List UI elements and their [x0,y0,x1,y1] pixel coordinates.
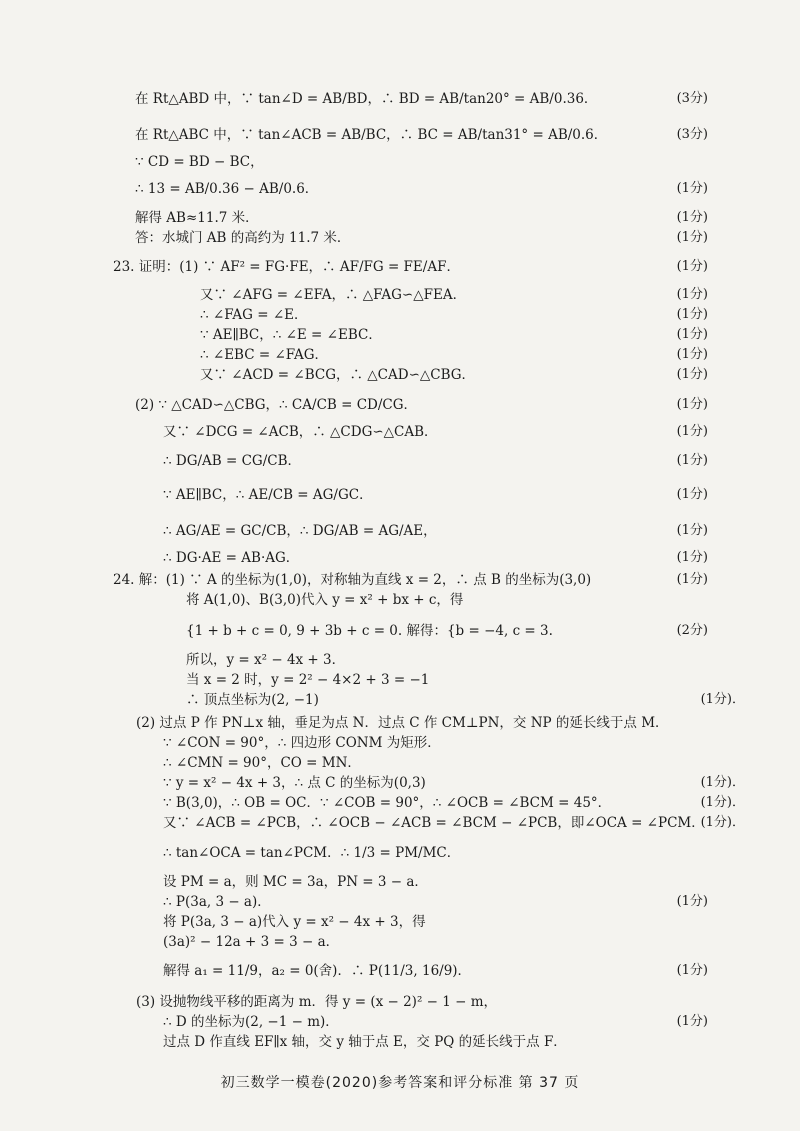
solution-line: (2) ∵ △CAD∽△CBG，∴ CA/CB = CD/CG． (1分) [0,388,800,422]
score-mark: (1分) [676,367,708,382]
solution-line: 又∵ ∠ACB = ∠PCB，∴ ∠OCB − ∠ACB = ∠BCM − ∠PCB，即∠OCA = ∠PCM． (1分)． [163,815,745,831]
solution-line: 将 P(3a, 3 − a)代入 y = x² − 4x + 3，得 [163,914,426,930]
solution-line: ∴ DG·AE = AB·AG． (1分) [163,550,708,566]
score-mark: (3分) [676,127,708,142]
solution-line: ∴ ∠CMN = 90°，CO = MN． [163,755,361,771]
score-mark: (1分) [676,1014,708,1029]
solution-line: ∵ AE∥BC，∴ AE/CB = AG/GC． (1分) [0,478,800,512]
score-mark: (1分)． [700,815,745,830]
solution-line: (2) 过点 P 作 PN⊥x 轴，垂足为点 N．过点 C 作 CM⊥PN，交 NP 的延长线于点 M． [136,715,669,731]
solution-line: 解得 a₁ = 11/9，a₂ = 0(舍)．∴ P(11/3, 16/9)． (1分) [0,954,800,988]
solution-line: 所以，y = x² − 4x + 3． [186,652,346,668]
score-mark: (1分) [676,894,708,909]
score-mark: (1分) [676,287,708,302]
score-mark: (1分) [676,572,708,587]
score-mark: (1分) [676,453,708,468]
score-mark: (1分) [676,230,708,245]
solution-line: 又∵ ∠AFG = ∠EFA，∴ △FAG∽△FEA． (1分) [200,287,708,303]
solution-line: 答：水城门 AB 的高约为 11.7 米． (1分) [135,230,708,246]
solution-line: ∵ y = x² − 4x + 3，∴ 点 C 的坐标为(0,3) (1分)． [163,775,745,791]
score-mark: (1分) [676,523,708,538]
solution-line: 解得 AB≈11.7 米． (1分) [135,210,708,226]
score-mark: (1分) [676,424,708,439]
solution-line: ∵ CD = BD − BC， [135,154,264,170]
score-mark: (1分)． [700,692,745,707]
solution-line: ∴ tan∠OCA = tan∠PCM．∴ 1/3 = PM/MC． [163,845,461,861]
score-mark: (1分) [676,963,708,978]
solution-line: ∴ DG/AB = CG/CB． (1分) [0,444,800,478]
solution-line: {1 + b + c = 0, 9 + 3b + c = 0. 解得：{b = −4, c = 3. (2分) [0,614,800,648]
solution-line: 24. 解：(1) ∵ A 的坐标为(1,0)，对称轴为直线 x = 2，∴ 点 B 的坐标为(3,0) (1分) [113,572,708,588]
score-mark: (3分) [676,91,708,106]
solution-line: 当 x = 2 时，y = 2² − 4×2 + 3 = −1 [186,672,430,688]
page-footer: 初三数学一模卷(2020)参考答案和评分标准 第 37 页 [220,1075,580,1091]
solution-line: 将 A(1,0)、B(3,0)代入 y = x² + bx + c，得 [186,592,464,608]
solution-line: (3) 设抛物线平移的距离为 m．得 y = (x − 2)² − 1 − m， [136,994,498,1010]
score-mark: (2分) [676,623,708,638]
solution-line: 在 Rt△ABC 中，∵ tan∠ACB = AB/BC，∴ BC = AB/tan31° = AB/0.6． (3分) [0,118,800,152]
score-mark: (1分) [676,181,708,196]
score-mark: (1分) [676,397,708,412]
solution-line: ∵ AE∥BC，∴ ∠E = ∠EBC． (1分) [200,327,708,343]
solution-line: 又∵ ∠DCG = ∠ACB，∴ △CDG∽△CAB． (1分) [163,424,708,440]
solution-line: ∴ AG/AE = GC/CB，∴ DG/AB = AG/AE， (1分) [0,514,800,548]
solution-line: ∵ B(3,0)，∴ OB = OC．∵ ∠COB = 90°，∴ ∠OCB = ∠BCM = 45°． (1分)． [163,795,745,811]
solution-line: ∴ 13 = AB/0.36 − AB/0.6． (1分) [0,172,800,206]
solution-line: 过点 D 作直线 EF∥x 轴，交 y 轴于点 E，交 PQ 的延长线于点 F． [163,1034,567,1050]
score-mark: (1分) [676,259,708,274]
solution-line: 又∵ ∠ACD = ∠BCG，∴ △CAD∽△CBG． (1分) [200,367,708,383]
solution-line: ∴ ∠FAG = ∠E． (1分) [200,307,708,323]
solution-line: 23. 证明：(1) ∵ AF² = FG·FE，∴ AF/FG = FE/AF． (1分) [0,250,800,284]
solution-line: 设 PM = a，则 MC = 3a，PN = 3 − a． [163,874,428,890]
score-mark: (1分) [676,550,708,565]
score-mark: (1分) [676,210,708,225]
score-mark: (1分) [676,347,708,362]
solution-line: ∵ ∠CON = 90°，∴ 四边形 CONM 为矩形． [163,735,441,751]
solution-line: ∴ ∠EBC = ∠FAG． (1分) [200,347,708,363]
score-mark: (1分) [676,327,708,342]
solution-line: ∴ D 的坐标为(2, −1 − m)． (1分) [163,1014,708,1030]
solution-line: ∴ P(3a, 3 − a)． (1分) [163,894,708,910]
score-mark: (1分) [676,487,708,502]
score-mark: (1分)． [700,795,745,810]
solution-line: ∴ 顶点坐标为(2, −1) (1分)． [186,692,745,708]
solution-line: (3a)² − 12a + 3 = 3 − a． [163,934,340,950]
score-mark: (1分)． [700,775,745,790]
solution-line: 在 Rt△ABD 中，∵ tan∠D = AB/BD，∴ BD = AB/tan20° = AB/0.36． (3分) [0,82,800,116]
score-mark: (1分) [676,307,708,322]
